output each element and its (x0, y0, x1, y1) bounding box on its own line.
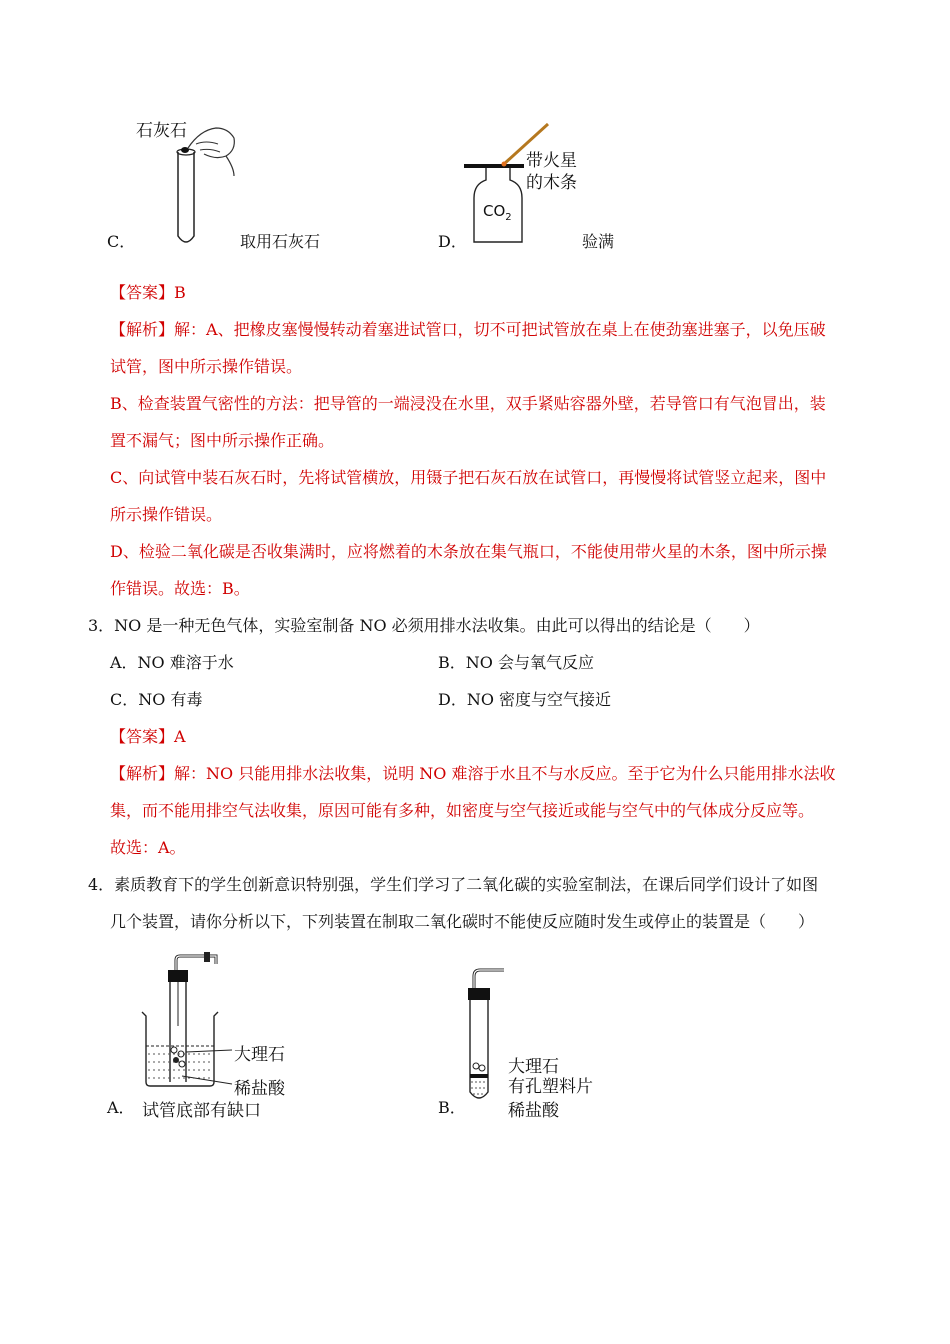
q3-answer: 【答案】A (110, 727, 186, 746)
q4-stem-line2: 几个装置，请你分析以下，下列装置在制取二氧化碳时不能使反应随时发生或停止的装置是（ ） (110, 912, 815, 931)
q2-analysis-line-5: 所示操作错误。 (110, 505, 223, 524)
q2-analysis-line-2: B、检查装置气密性的方法：把导管的一端浸没在水里，双手紧贴容器外壁，若导管口有气泡冒出，装 (110, 394, 826, 413)
q3-analysis-line-2: 故选：A。 (110, 838, 186, 857)
q4-stem-line1: 4．素质教育下的学生创新意识特别强，学生们学习了二氧化碳的实验室制法，在课后同学们设计了如图 (88, 875, 819, 894)
q3-option-a: A．NO 难溶于水 (110, 653, 234, 672)
option-d-letter: D． (438, 232, 467, 251)
splint-label-line2: 的木条 (526, 173, 577, 193)
q2-analysis-line-3: 置不漏气；图中所示操作正确。 (110, 431, 335, 450)
fig-a-acid-label: 稀盐酸 (234, 1079, 285, 1099)
q3-analysis-text: 解：NO 只能用排水法收集，说明 NO 难溶于水且不与水反应。至于它为什么只能用排水法收 (174, 764, 836, 783)
co2-subscript: 2 (505, 212, 512, 223)
fig-b-marble-label: 大理石 (508, 1057, 559, 1077)
q3-option-d: D．NO 密度与空气接近 (438, 690, 612, 709)
figure-b-tube-apparatus (462, 962, 512, 1108)
q2-answer: 【答案】B (110, 283, 186, 302)
fig-b-plate-label: 有孔塑料片 (508, 1077, 593, 1097)
q3-analysis-line-0 (110, 762, 836, 786)
limestone-label: 石灰石 (136, 121, 187, 141)
fig-b-acid-label: 稀盐酸 (508, 1101, 559, 1121)
q2-analysis-line-0 (110, 318, 826, 342)
q2-analysis-line-4: C、向试管中装石灰石时，先将试管横放，用镊子把石灰石放在试管口，再慢慢将试管竖立起来，图中 (110, 468, 827, 487)
figure-a-beaker-apparatus (136, 946, 236, 1092)
q3-option-b: B．NO 会与氧气反应 (438, 653, 594, 672)
fig-b-letter: B． (438, 1098, 466, 1117)
q2-analysis-text: 解：A、把橡皮塞慢慢转动着塞进试管口，切不可把试管放在桌上在使劲塞进塞子，以免压破 (174, 320, 826, 339)
fig-a-marble-label: 大理石 (234, 1045, 285, 1065)
q2-analysis-line-7: 作错误。故选：B。 (110, 579, 250, 598)
option-d-caption: 验满 (582, 232, 615, 251)
q3-analysis-tag: 【解析】 (110, 764, 175, 783)
co2-label (483, 202, 512, 223)
q3-analysis-line-1: 集，而不能用排空气法收集，原因可能有多种，如密度与空气接近或能与空气中的气体成分反应等。 (110, 801, 815, 820)
fig-a-caption: 试管底部有缺口 (142, 1101, 261, 1121)
option-c-letter: C． (107, 232, 136, 251)
q3-option-c: C．NO 有毒 (110, 690, 203, 709)
q2-analysis-line-6: D、检验二氧化碳是否收集满时，应将燃着的木条放在集气瓶口，不能使用带火星的木条，图中所示操 (110, 542, 827, 561)
co2-text: CO (483, 202, 506, 220)
option-c-caption: 取用石灰石 (240, 232, 321, 251)
q3-stem: 3．NO 是一种无色气体，实验室制备 NO 必须用排水法收集。由此可以得出的结论是（ ） (88, 616, 760, 635)
splint-label-line1: 带火星 (526, 151, 577, 171)
q2-analysis-line-1: 试管，图中所示操作错误。 (110, 357, 303, 376)
q2-analysis-tag: 【解析】 (110, 320, 175, 339)
fig-a-letter: A． (107, 1098, 135, 1117)
